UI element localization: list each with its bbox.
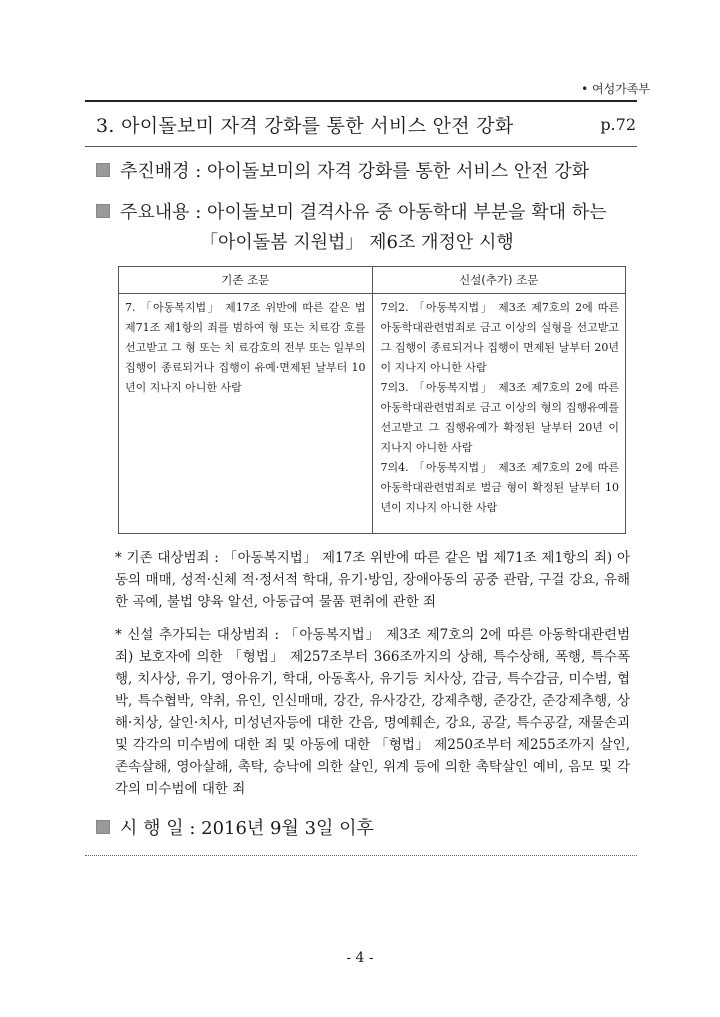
bullet-content — [96, 198, 607, 224]
header-rule-bottom — [85, 146, 637, 147]
new-item-3: 7의4. 「아동복지법」 제3조 제7호의 2에 따른 아동학대관련범죄로 벌금 형이 확정된 날부터 10년이 지나지 아니한 사람 — [380, 461, 619, 514]
bullet-background-text: 추진배경 : 아이돌보미의 자격 강화를 통한 서비스 안전 강화 — [120, 161, 590, 182]
new-item-2: 7의3. 「아동복지법」 제3조 제7호의 2에 따른 아동학대관련범죄로 금고 이상의 형의 집행유예를 선고받고 그 집행유예가 확정된 날부터 20년 이 지나지 아니한 사람 — [380, 381, 619, 454]
bullet-effective-text: 시 행 일 : 2016년 9월 3일 이후 — [120, 818, 374, 839]
header-new: 신설(추가) 조문 — [372, 267, 626, 294]
note-existing: * 기존 대상범죄 : 「아동복지법」 제17조 위반에 따른 같은 법 제71조 제1항의 죄) 아동의 매매, 성적·신체 적·정서적 학대, 유기·방임, 장애아동의 공중 관람, 구걸 강요, 유해한 곡예, 불법 양육 알선, 아동급여 물품 편취에 관한 죄 — [115, 550, 630, 610]
square-bullet-icon — [96, 204, 110, 218]
cell-existing: 7. 「아동복지법」 제17조 위반에 따른 같은 법 제71조 제1항의 죄를 범하여 형 또는 치료감 호를 선고받고 그 형 또는 치 료감호의 전부 또는 일부의 집행이 종료되거나 집행이 유예·면제된 날부터 10년이 지나지 아니한 사람 — [119, 294, 373, 534]
page-reference: p.72 — [600, 115, 636, 134]
note-new: * 신설 추가되는 대상범죄 : 「아동복지법」 제3조 제7호의 2에 따른 아동학대관련범죄) 보호자에 의한 「형법」 제257조부터 366조까지의 상해, 특수상해, 폭행, 특수폭행, 치사상, 유기, 영아유기, 학대, 아동혹사, 유기등 치사상, 감금, 특수감금, 미수범, 협박, 특수협박, 약취, 유인, 인신매매, 강간, 유사강간, 강제추행, 준강간, 준강제추행, 상해·치상, 살인·치사, 미성년자등에 대한 간음, 명예훼손, 강요, 공갈, 특수공갈, 재물손괴 및 각각의 미수범에 대한 죄 및 아동에 대한 「형법」 제250조부터 제255조까지 살인, 존속살해, 영아살해, 촉탁, 승낙에 의한 살인, 위계 등에 의한 촉탁살인 예비, 음모 및 각각의 미수범에 대한 죄 — [115, 627, 630, 797]
section-title: 3. 아이돌보미 자격 강화를 통한 서비스 안전 강화 — [96, 115, 514, 137]
new-item-1: 7의2. 「아동복지법」 제3조 제7호의 2에 따른 아동학대관련범죄로 금고 이상의 실형을 선고받고 그 집행이 종료되거나 집행이 면제된 날부터 20년이 지나지 아니한 사람 — [380, 301, 619, 374]
table-row — [119, 294, 626, 534]
dotted-divider — [85, 855, 637, 856]
bullet-background — [96, 157, 589, 183]
ministry-label: • 여성가족부 — [581, 82, 650, 96]
square-bullet-icon — [96, 163, 110, 177]
comparison-table — [118, 266, 626, 534]
header-rule-top — [85, 100, 637, 102]
table-header-row — [119, 267, 626, 294]
bullet-content-continuation: 「아이돌봄 지원법」 제6조 개정안 시행 — [200, 232, 514, 253]
header-existing: 기존 조문 — [119, 267, 373, 294]
bullet-content-text: 주요내용 : 아이돌보미 결격사유 중 아동학대 부분을 확대 하는 — [120, 202, 607, 223]
square-bullet-icon — [96, 820, 110, 834]
cell-new — [372, 294, 626, 534]
page-number: - 4 - — [346, 950, 374, 966]
bullet-effective — [96, 814, 374, 840]
